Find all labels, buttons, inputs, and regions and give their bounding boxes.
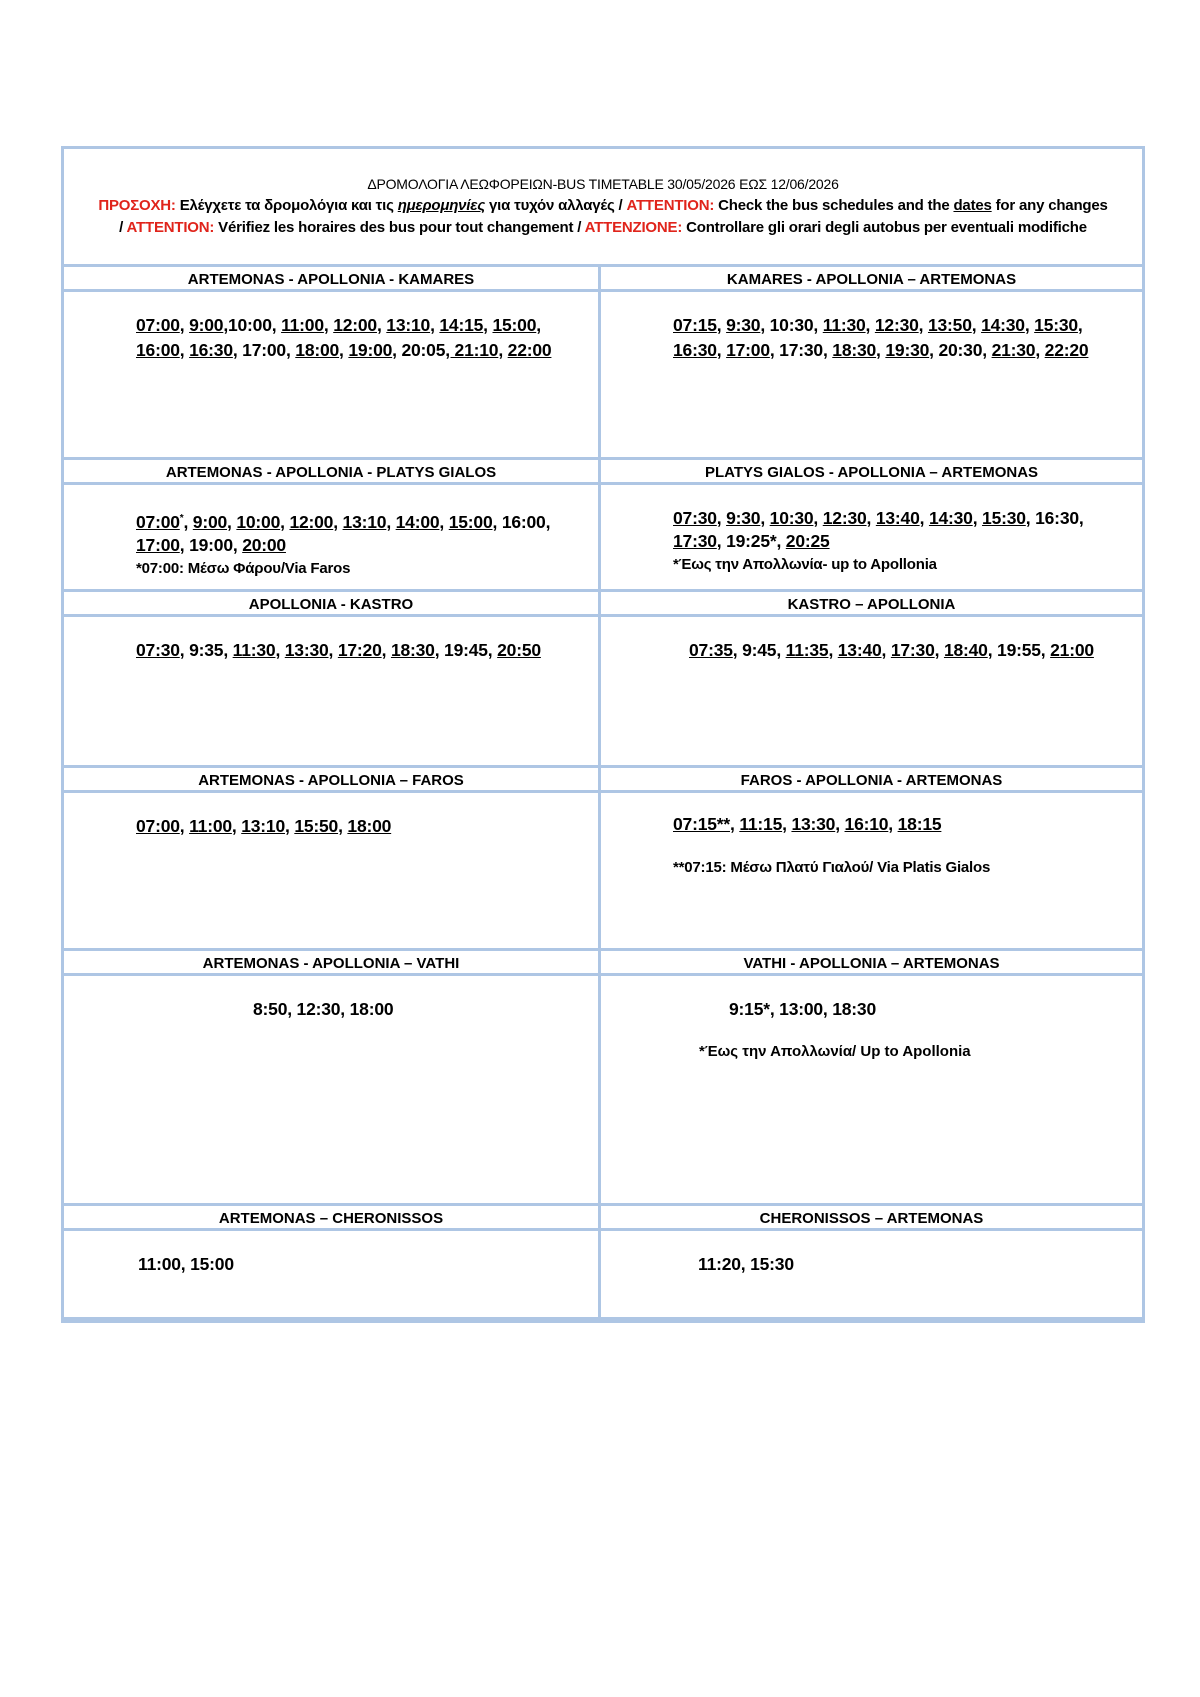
greek-attention-label: ΠΡΟΣΟΧΗ:	[98, 197, 176, 214]
notice-separator: /	[119, 219, 127, 236]
times-faros-artemonas	[601, 793, 1142, 951]
route-footnote: *Έως την Απολλωνία/ Up to Apollonia	[699, 1043, 971, 1060]
route-title-artemonas-faros: ARTEMONAS - APOLLONIA – FAROS	[64, 768, 601, 793]
french-attention-label: ATTENTION:	[126, 219, 215, 236]
departure-times: 07:15, 9:30, 10:30, 11:30, 12:30, 13:50, 14:30, 15:30, 16:30, 17:00, 17:30, 18:30, 19:30, 20:30, 21:30, 22:20	[673, 315, 1089, 360]
english-notice-text-end: for any changes	[991, 197, 1108, 214]
route-block-kastro	[64, 592, 1142, 768]
timetable-notice	[64, 149, 1142, 267]
route-title-vathi-artemonas: VATHI - APOLLONIA – ARTEMONAS	[601, 951, 1142, 976]
italian-attention-label: ATTENZIONE:	[584, 219, 683, 236]
notice-line-2	[64, 217, 1142, 239]
route-footnote: *07:00: Μέσω Φάρου/Via Faros	[136, 559, 351, 577]
times-artemonas-cheronissos	[64, 1231, 601, 1320]
greek-notice-text-end: για τυχόν αλλαγές /	[485, 197, 627, 214]
route-block-platys-gialos	[64, 460, 1142, 592]
departure-times: 9:15*, 13:00, 18:30	[729, 999, 877, 1019]
times-artemonas-faros	[64, 793, 601, 951]
route-block-vathi	[64, 951, 1142, 1206]
departure-times: 8:50, 12:30, 18:00	[253, 999, 394, 1019]
departure-times: 07:30, 9:30, 10:30, 12:30, 13:40, 14:30, 15:30, 16:30, 17:30, 19:25*, 20:25 *Έως την Απολλωνία- up to Apollonia	[673, 506, 1084, 577]
greek-notice-text: Ελέγχετε τα δρομολόγια και τις	[175, 197, 398, 214]
route-block-cheronissos	[64, 1206, 1142, 1320]
french-notice-text: Vérifiez les horaires des bus pour tout changement /	[214, 219, 585, 236]
route-footnote: *Έως την Απολλωνία- up to Apollonia	[673, 556, 937, 573]
departure-times: 07:00, 11:00, 13:10, 15:50, 18:00	[136, 816, 392, 836]
route-title-artemonas-cheronissos: ARTEMONAS – CHERONISSOS	[64, 1206, 601, 1231]
notice-line-1	[64, 195, 1142, 217]
departure-times: 11:20, 15:30	[698, 1254, 794, 1274]
departure-times: 07:00*, 9:00, 10:00, 12:00, 13:10, 14:00, 15:00, 16:00, 17:00, 19:00, 20:00 *07:00: Μέσω Φάρου/Via Faros	[136, 506, 550, 581]
english-dates-word: dates	[953, 197, 992, 214]
route-title-cheronissos-artemonas: CHERONISSOS – ARTEMONAS	[601, 1206, 1142, 1231]
times-artemonas-kamares	[64, 292, 601, 460]
times-platys-gialos-artemonas	[601, 485, 1142, 592]
route-title-kastro-apollonia: KASTRO – APOLLONIA	[601, 592, 1142, 617]
timetable-title: ΔΡΟΜΟΛΟΓΙΑ ΛΕΩΦΟΡΕΙΩΝ-BUS TIMETABLE 30/05/2026 ΕΩΣ 12/06/2026	[367, 176, 839, 192]
times-artemonas-platys-gialos	[64, 485, 601, 592]
route-block-faros	[64, 768, 1142, 951]
route-title-faros-artemonas: FAROS - APOLLONIA - ARTEMONAS	[601, 768, 1142, 793]
route-title-artemonas-kamares: ARTEMONAS - APOLLONIA - KAMARES	[64, 267, 601, 292]
times-vathi-artemonas	[601, 976, 1142, 1206]
route-title-platys-gialos-artemonas: PLATYS GIALOS - APOLLONIA – ARTEMONAS	[601, 460, 1142, 485]
times-kamares-artemonas	[601, 292, 1142, 460]
greek-dates-word: ημερομηνίες	[397, 197, 486, 214]
departure-times: 07:30, 9:35, 11:30, 13:30, 17:20, 18:30, 19:45, 20:50	[136, 640, 541, 660]
route-title-artemonas-vathi: ARTEMONAS - APOLLONIA – VATHI	[64, 951, 601, 976]
departure-times: 07:00, 9:00,10:00, 11:00, 12:00, 13:10, 14:15, 15:00, 16:00, 16:30, 17:00, 18:00, 19:00, 20:05, 21:10, 22:00	[136, 315, 552, 360]
times-apollonia-kastro	[64, 617, 601, 768]
departure-times: 07:35, 9:45, 11:35, 13:40, 17:30, 18:40, 19:55, 21:00	[689, 640, 1094, 660]
departure-times: 11:00, 15:00	[138, 1254, 234, 1274]
route-title-artemonas-platys-gialos: ARTEMONAS - APOLLONIA - PLATYS GIALOS	[64, 460, 601, 485]
bus-timetable	[61, 146, 1145, 1323]
route-footnote: **07:15: Μέσω Πλατύ Γιαλού/ Via Platis Gialos	[673, 859, 991, 876]
times-artemonas-vathi	[64, 976, 601, 1206]
english-attention-label: ATTENTION:	[626, 197, 715, 214]
times-kastro-apollonia	[601, 617, 1142, 768]
route-title-apollonia-kastro: APOLLONIA - KASTRO	[64, 592, 601, 617]
route-block-kamares	[64, 267, 1142, 460]
english-notice-text: Check the bus schedules and the	[714, 197, 954, 214]
departure-times: 07:15**, 11:15, 13:30, 16:10, 18:15 **07:15: Μέσω Πλατύ Γιαλού/ Via Platis Gialos	[673, 812, 990, 880]
italian-notice-text: Controllare gli orari degli autobus per eventuali modifiche	[682, 219, 1087, 236]
times-cheronissos-artemonas	[601, 1231, 1142, 1320]
route-title-kamares-artemonas: KAMARES - APOLLONIA – ARTEMONAS	[601, 267, 1142, 292]
